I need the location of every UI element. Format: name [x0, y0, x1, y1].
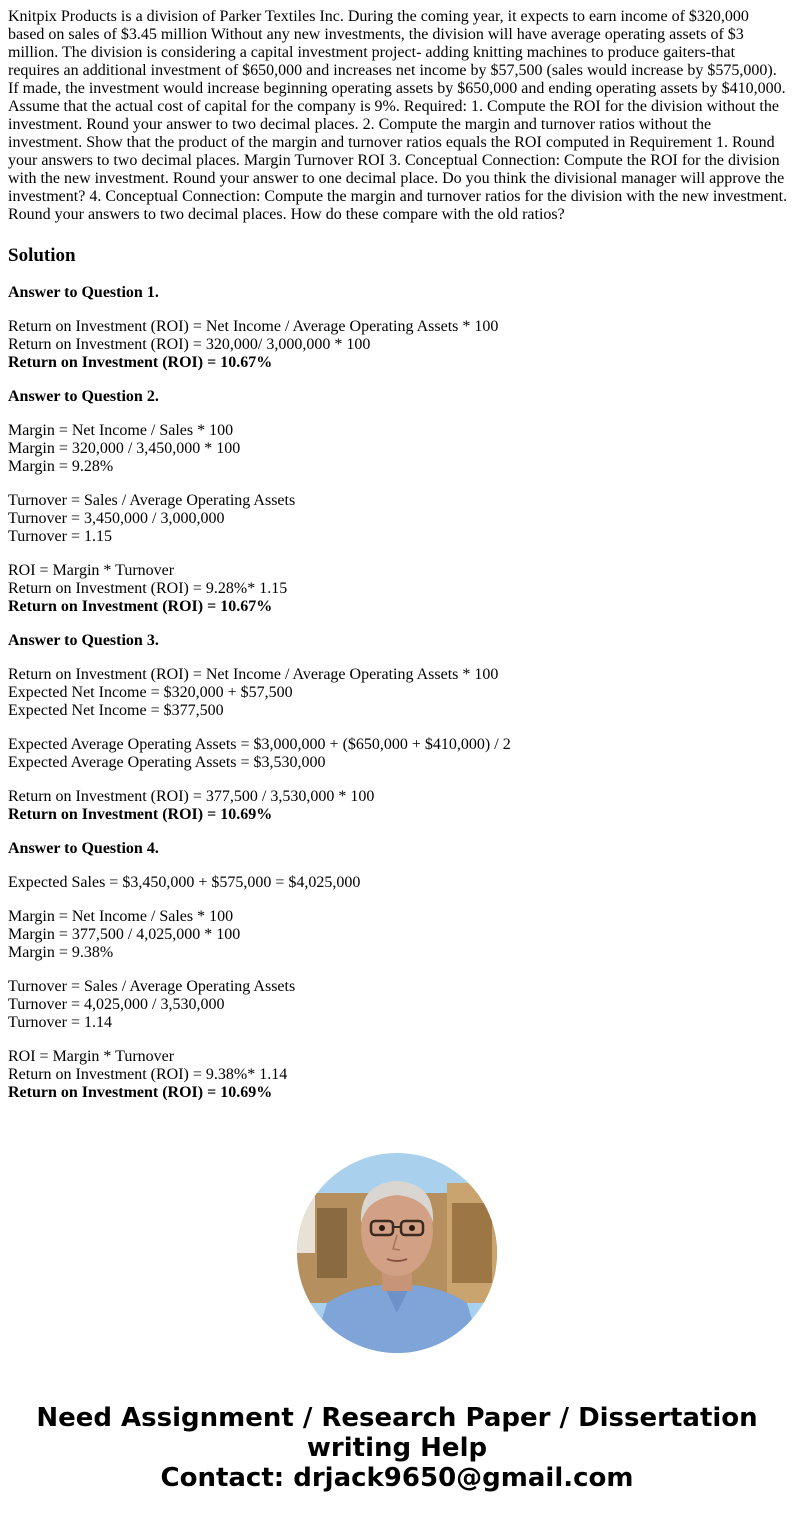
answer-block [8, 284, 788, 372]
answer-heading: Answer to Question 2. [8, 388, 159, 405]
calculation-line: Expected Net Income = $377,500 [8, 702, 224, 719]
answer-block [8, 388, 788, 616]
calculation-line: Turnover = 1.14 [8, 1014, 112, 1031]
answer-paragraph [8, 562, 788, 616]
answer-paragraph [8, 736, 788, 772]
answer-paragraph [8, 666, 788, 720]
promo-line-1: Need Assignment / Research Paper / Dissertation [36, 1403, 758, 1433]
calculation-line: Turnover = Sales / Average Operating Assets [8, 492, 296, 509]
calculation-line: Margin = Net Income / Sales * 100 [8, 908, 234, 925]
question-text: Knitpix Products is a division of Parker Textiles Inc. During the coming year, it expects to earn income of $320,000 based on sales of $3.45 million Without any new investments, the division will have average operating assets of $3 million. The division is considering a capital investment project- adding knitting machines to produce gaiters-that requires an additional investment of $650,000 and increases net income by $57,500 (sales would increase by $575,000). If made, the investment would increase beginning operating assets by $650,000 and ending operating assets by $410,000. Assume that the actual cost of capital for the company is 9%. Required: 1. Compute the ROI for the division without the investment. Round your answer to two decimal places. 2. Compute the margin and turnover ratios without the investment. Show that the product of the margin and turnover ratios equals the ROI computed in Requirement 1. Round your answers to two decimal places. Margin Turnover ROI 3. Conceptual Connection: Compute the ROI for the division with the new investment. Round your answer to one decimal place. Do you think the divisional manager will approve the investment? 4. Conceptual Connection: Compute the margin and turnover ratios for the division with the new investment. Round your answers to two decimal places. How do these compare with the old ratios? [8, 8, 788, 223]
answer-heading: Answer to Question 1. [8, 284, 159, 301]
answer-block [8, 632, 788, 824]
answer-paragraph [8, 788, 788, 824]
calculation-line: Return on Investment (ROI) = 9.38%* 1.14 [8, 1066, 288, 1083]
answer-heading: Answer to Question 3. [8, 632, 159, 649]
answers-container [8, 284, 788, 1102]
answer-paragraph [8, 422, 788, 476]
calculation-line: Margin = Net Income / Sales * 100 [8, 422, 234, 439]
calculation-line: Margin = 320,000 / 3,450,000 * 100 [8, 440, 241, 457]
answer-paragraph [8, 978, 788, 1032]
calculation-line: ROI = Margin * Turnover [8, 562, 175, 579]
promo-line-2: writing Help [306, 1433, 488, 1463]
author-portrait-image [297, 1153, 497, 1353]
calculation-line: Return on Investment (ROI) = 377,500 / 3,530,000 * 100 [8, 788, 375, 805]
promo-banner [0, 1403, 794, 1493]
result-line: Return on Investment (ROI) = 10.67% [8, 598, 273, 615]
calculation-line: Expected Average Operating Assets = $3,000,000 + ($650,000 + $410,000) / 2 [8, 736, 511, 753]
document-content [8, 8, 788, 1102]
calculation-line: Margin = 9.28% [8, 458, 114, 475]
solution-heading: Solution [8, 245, 76, 266]
calculation-line: Return on Investment (ROI) = 320,000/ 3,000,000 * 100 [8, 336, 371, 353]
calculation-line: Turnover = 4,025,000 / 3,530,000 [8, 996, 225, 1013]
answer-block [8, 840, 788, 1102]
calculation-line: Return on Investment (ROI) = Net Income / Average Operating Assets * 100 [8, 666, 499, 683]
answer-paragraph [8, 908, 788, 962]
calculation-line: Margin = 377,500 / 4,025,000 * 100 [8, 926, 241, 943]
calculation-line: Margin = 9.38% [8, 944, 114, 961]
answer-paragraph [8, 874, 788, 892]
promo-contact-line: Contact: drjack9650@gmail.com [160, 1463, 634, 1493]
calculation-line: Turnover = 1.15 [8, 528, 112, 545]
calculation-line: Expected Net Income = $320,000 + $57,500 [8, 684, 293, 701]
result-line: Return on Investment (ROI) = 10.67% [8, 354, 273, 371]
answer-heading: Answer to Question 4. [8, 840, 159, 857]
calculation-line: Return on Investment (ROI) = Net Income / Average Operating Assets * 100 [8, 318, 499, 335]
calculation-line: Return on Investment (ROI) = 9.28%* 1.15 [8, 580, 288, 597]
calculation-line: Turnover = 3,450,000 / 3,000,000 [8, 510, 225, 527]
author-avatar [297, 1153, 497, 1353]
calculation-line: Turnover = Sales / Average Operating Assets [8, 978, 296, 995]
answer-paragraph [8, 492, 788, 546]
answer-paragraph [8, 318, 788, 372]
result-line: Return on Investment (ROI) = 10.69% [8, 1084, 273, 1101]
result-line: Return on Investment (ROI) = 10.69% [8, 806, 273, 823]
calculation-line: ROI = Margin * Turnover [8, 1048, 175, 1065]
answer-paragraph [8, 1048, 788, 1102]
calculation-line: Expected Sales = $3,450,000 + $575,000 = $4,025,000 [8, 874, 361, 891]
calculation-line: Expected Average Operating Assets = $3,530,000 [8, 754, 326, 771]
